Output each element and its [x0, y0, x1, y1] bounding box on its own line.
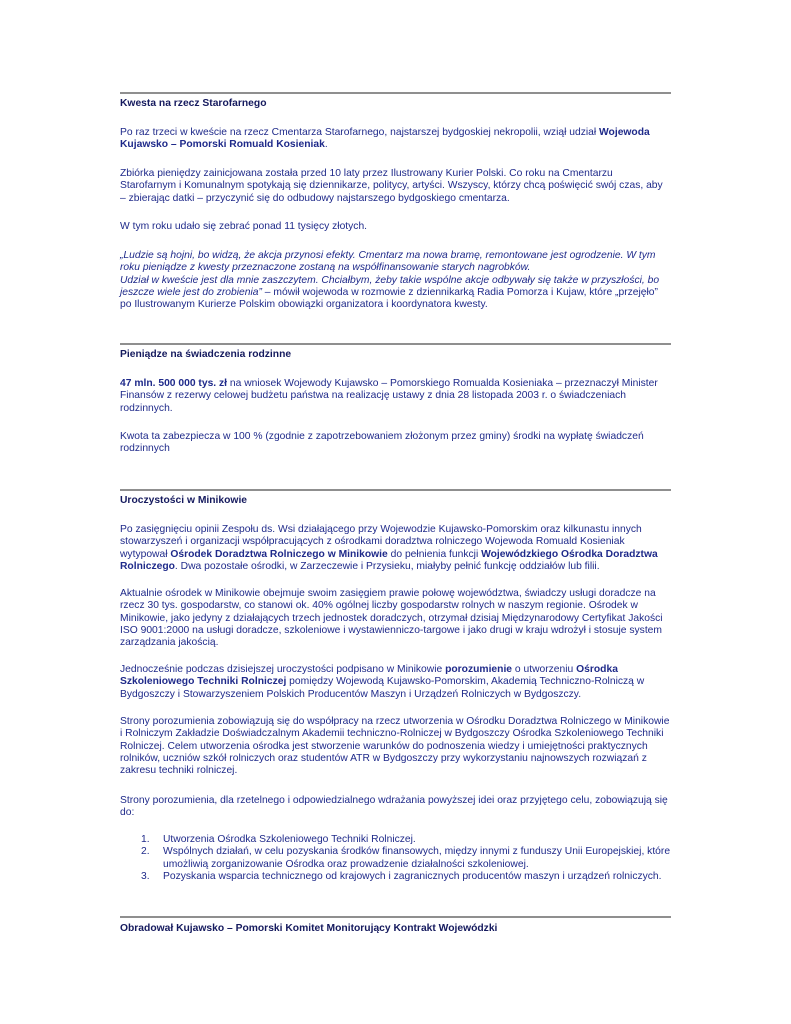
section-title-swiadczenia: Pieniądze na świadczenia rodzinne: [120, 349, 292, 360]
list-item: [120, 871, 671, 883]
paragraph-minikowo-selection: [120, 524, 671, 573]
bold-run: Ośrodka Szkoleniowego Techniki Rolniczej: [120, 664, 618, 688]
list-number: 2.: [141, 846, 150, 858]
list-item-text: Wspólnych działań, w celu pozyskania środków finansowych, między innymi z funduszy Unii Europejskiej, które umożliwią zorganizowanie Ośrodka oraz prowadzenie działalności szkoleniowej.: [163, 846, 671, 870]
list-number: 3.: [141, 870, 150, 882]
text-run: o utworzeniu: [512, 664, 577, 675]
paragraph-minikowo-obligations: Strony porozumienia, dla rzetelnego i odpowiedzialnego wdrażania powyższej idei oraz przyjętego celu, zobowiązują się do:: [120, 795, 668, 819]
list-item: [120, 846, 671, 871]
paragraph-kwesta-quote: [120, 250, 671, 311]
bold-run: porozumienie: [445, 664, 513, 675]
paragraph-minikowo-cooperation: Strony porozumienia zobowiązują się do współpracy na rzecz utworzenia w Ośrodku Doradztwa Rolniczego w Minikowie i Rolniczym Zakładzie Doświadczalnym Akademii techniczno-Rolniczej w Bydgoszczy Ośrodka Szkoleniowego Techniki Rolniczej. Celem utworzenia ośrodka jest stworzenie warunków do podnoszenia wiedzy i umiejętności praktycznych rolników, uczniów szkół rolniczych oraz studentów ATR w Bydgoszczy przy wykorzystaniu najnowszych rozwiązań z zakresu techniki rolniczej.: [120, 716, 670, 777]
bold-run: Ośrodek Doradztwa Rolniczego w Minikowie: [170, 548, 388, 560]
text-run: Po raz trzeci w kweście na rzecz Cmentarza Starofarnego, najstarszej bydgoskiej nekropolii, wziął udział: [120, 127, 600, 138]
text-run: do pełnienia funkcji: [387, 548, 482, 560]
text-run: Po zasięgnięciu opinii Zespołu ds. Wsi działającego przy Wojewodzie Kujawsko-Pomorskim oraz kilkunastu innych stowarzyszeń i organizacji współpracujących z ośrodkami doradztwa rolniczego Wojewoda Romuald Kosieniak wytypował: [120, 524, 642, 560]
text-run: .: [324, 139, 328, 151]
paragraph-swiadczenia-coverage: Kwota ta zabezpiecza w 100 % (zgodnie z zapotrzebowaniem złożonym przez gminy) środki na wypłatę świadczeń rodzinnych: [120, 431, 644, 455]
paragraph-minikowo-agreement: [120, 664, 671, 701]
section-divider: [120, 92, 671, 94]
text-run: . Dwa pozostałe ośrodki, w Zarzeczewie i Przysieku, miałyby pełnić funkcję oddziałów lub filii.: [174, 560, 600, 572]
paragraph-swiadczenia-amount: [120, 378, 671, 415]
text-run: na wniosek Wojewody Kujawsko – Pomorskiego Romualda Kosieniaka – przeznaczył Minister Finansów z rezerwy celowej budżetu państwa na realizację ustawy z dnia 28 listopada 2003 r. o świadczeniach rodzinnych.: [120, 378, 658, 414]
list-item-text: Utworzenia Ośrodka Szkoleniowego Techniki Rolniczej.: [163, 834, 416, 845]
section-title-kwesta: Kwesta na rzecz Starofarnego: [120, 98, 267, 109]
section-divider: [120, 489, 671, 491]
list-item-text: Pozyskania wsparcia technicznego od krajowych i zagranicznych producentów maszyn i urządzeń rolniczych.: [163, 870, 662, 882]
section-title-komitet: Obradował Kujawsko – Pomorski Komitet Monitorujący Kontrakt Wojewódzki: [120, 923, 498, 934]
text-run: – mówił wojewoda w rozmowie z dziennikarką Radia Pomorza i Kujaw, które „przejęło” po Ilustrowanym Kurierze Polskim obowiązki organizatora i koordynatora kwesty.: [120, 286, 658, 311]
bold-run: 47 mln. 500 000 tys. zł: [120, 378, 228, 389]
quote-run: Udział w kweście jest dla mnie zaszczytem. Chciałbym, żeby takie wspólne akcje odbywały się także w przyszłości, bo jeszcze wiele jest do zrobienia”: [120, 274, 660, 298]
section-divider: [120, 343, 671, 345]
bold-run: Wojewódzkiego Ośrodka Doradztwa Rolniczego: [120, 548, 658, 572]
bold-run: Wojewoda Kujawsko – Pomorski Romuald Kosieniak: [120, 127, 650, 151]
list-number: 1.: [141, 834, 150, 845]
paragraph-kwesta-intro: [120, 127, 671, 152]
list-item: [120, 834, 671, 846]
paragraph-kwesta-history: Zbiórka pieniędzy zainicjowana została przed 10 laty przez Ilustrowany Kurier Polski. Co roku na Cmentarzu Starofarnym i Komunalnym spotykają się dziennikarze, politycy, artyści. Wszyscy, którzy chcą poświęcić swój czas, aby – zbierając datki – przyczynić się do odbudowy najstarszego bydgoskiego cmentarza.: [120, 168, 663, 204]
paragraph-minikowo-coverage: Aktualnie ośrodek w Minikowie obejmuje swoim zasięgiem prawie połowę województwa, świadczy usługi doradcze na rzecz 30 tys. gospodarstw, co stanowi ok. 40% ogólnej liczby gospodarstw rolnych w naszym regionie. Ośrodek w Minikowie, jako jedyny z działających trzech jednostek doradczych, otrzymał dzisiaj Międzynarodowy Certyfikat Jakości ISO 9001:2000 na usługi doradcze, szkoleniowe i wystawienniczo-targowe i jako drugi w kraju wdrożył i stosuje system zarządzania jakością.: [120, 588, 663, 649]
text-run: Jednocześnie podczas dzisiejszej uroczystości podpisano w Minikowie: [120, 664, 446, 675]
section-divider: [120, 916, 671, 918]
obligations-list: [120, 834, 671, 883]
text-run: pomiędzy Wojewodą Kujawsko-Pomorskim, Akademią Techniczno-Rolniczą w Bydgoszczy i Stowarzyszeniem Polskich Producentów Maszyn i Urządzeń Rolniczych w Bydgoszczy.: [120, 676, 645, 700]
paragraph-kwesta-amount: W tym roku udało się zebrać ponad 11 tysięcy złotych.: [120, 221, 368, 232]
section-title-minikowo: Uroczystości w Minikowie: [120, 495, 248, 506]
quote-run: „Ludzie są hojni, bo widzą, że akcja przynosi efekty. Cmentarz ma nowa bramę, remontowane jest ogrodzenie. W tym roku pieniądze z kwesty przeznaczone zostaną na współfinansowanie starych nagrobków.: [120, 250, 656, 274]
